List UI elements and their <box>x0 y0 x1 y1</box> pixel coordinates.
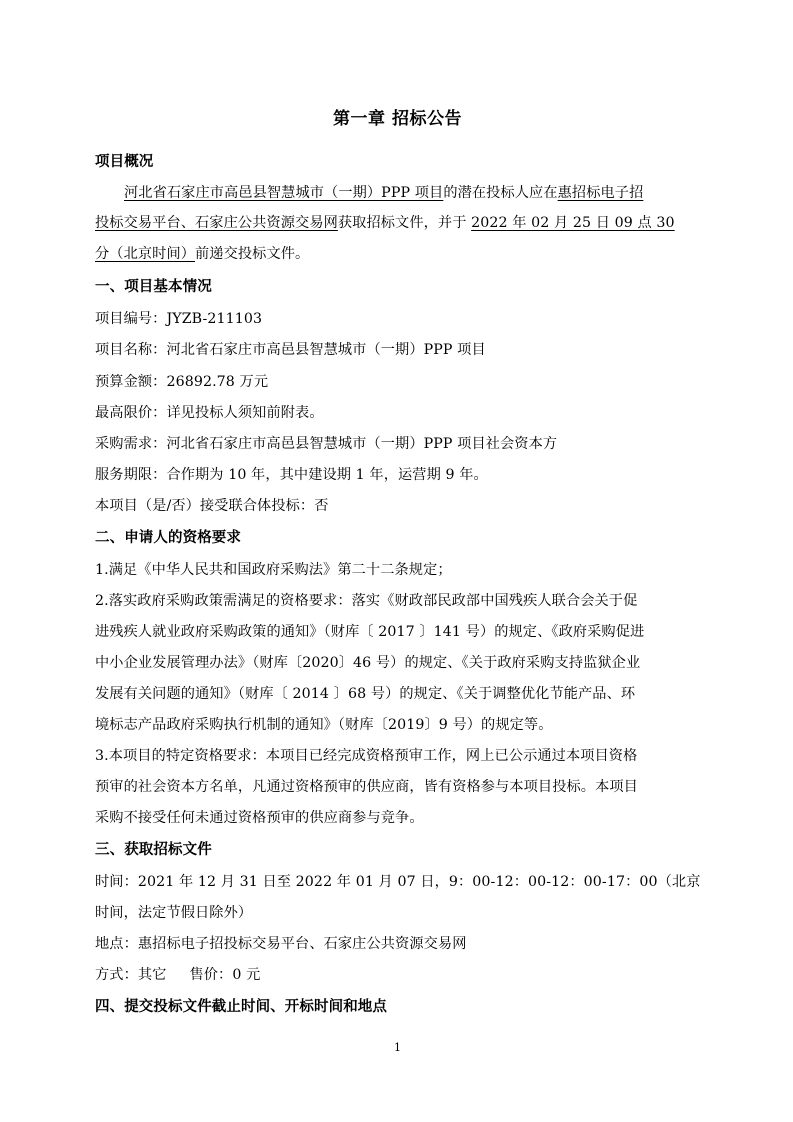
acquisition-time-line-2: 时间，法定节假日除外） <box>95 905 253 921</box>
project-name-underlined: 河北省石家庄市高邑县智慧城市（一期）PPP 项目 <box>124 185 444 201</box>
overview-line-1 <box>95 183 700 203</box>
acquisition-place: 地点：惠招标电子招投标交易平台、石家庄公共资源交易网 <box>95 936 467 952</box>
procurement-demand: 采购需求：河北省石家庄市高邑县智慧城市（一期）PPP 项目社会资本方 <box>95 436 558 452</box>
requirement-1: 1.满足《中华人民共和国政府采购法》第二十二条规定； <box>95 562 452 578</box>
requirement-3-line-1: 3.本项目的特定资格要求：本项目已经完成资格预审工作，网上已公示通过本项目资格 <box>95 748 638 764</box>
page-number: 1 <box>394 1041 401 1054</box>
max-price: 最高限价：详见投标人须知前附表。 <box>95 405 324 421</box>
requirement-2-line-5: 境标志产品政府采购执行机制的通知》（财库〔2019〕9 号）的规定等。 <box>95 717 553 733</box>
section3-heading: 三、获取招标文件 <box>95 842 212 858</box>
project-number: 项目编号：JYZB-211103 <box>95 311 263 327</box>
platform-underlined: 惠招标电子招 <box>557 185 644 201</box>
requirement-3-line-3: 采购不接受任何未通过资格预审的供应商参与竞争。 <box>95 810 424 826</box>
requirement-2-line-4: 发展有关问题的通知》（财库〔 2014 〕68 号）的规定、《关于调整优化节能产品、环 <box>95 686 636 702</box>
acquisition-time-line-1: 时间：2021 年 12 月 31 日至 2022 年 01 月 07 日，9：00-12：00-12：00-17：00（北京 <box>95 874 701 890</box>
deadline-underlined-cont: 分（北京时间） <box>95 246 196 262</box>
overview-heading: 项目概况 <box>95 154 154 170</box>
platform-underlined-cont: 投标交易平台、石家庄公共资源交易网 <box>95 215 338 231</box>
section2-heading: 二、申请人的资格要求 <box>95 530 241 546</box>
overview-text: 前递交投标文件。 <box>195 246 310 262</box>
overview-line-2 <box>95 213 700 233</box>
requirement-2-line-1: 2.落实政府采购政策需满足的资格要求：落实《财政部民政部中国残疾人联合会关于促 <box>95 593 638 609</box>
requirement-2-line-3: 中小企业发展管理办法》（财库〔2020〕46 号）的规定、《关于政府采购支持监狱企业 <box>95 655 641 671</box>
section4-heading: 四、提交投标文件截止时间、开标时间和地点 <box>95 999 387 1015</box>
overview-line-3 <box>95 244 700 264</box>
deadline-underlined: 2022 年 02 月 25 日 09 点 30 <box>471 215 675 231</box>
overview-text: 获取招标文件，并于 <box>337 215 472 231</box>
project-name: 项目名称：河北省石家庄市高邑县智慧城市（一期）PPP 项目 <box>95 342 486 358</box>
budget-amount: 预算金额：26892.78 万元 <box>95 374 269 390</box>
requirement-2-line-2: 进残疾人就业政府采购政策的通知》（财库〔 2017 〕141 号）的规定、《政府采购促进 <box>95 624 645 640</box>
service-period: 服务期限：合作期为 10 年，其中建设期 1 年，运营期 9 年。 <box>95 467 488 483</box>
acquisition-method: 方式：其它 售价：0 元 <box>95 967 261 983</box>
consortium-note: 本项目（是/否）接受联合体投标：否 <box>95 498 329 514</box>
overview-text: 的潜在投标人应在 <box>443 185 558 201</box>
section1-heading: 一、项目基本情况 <box>95 279 212 295</box>
requirement-3-line-2: 预审的社会资本方名单，凡通过资格预审的供应商，皆有资格参与本项目投标。本项目 <box>95 779 638 795</box>
chapter-title: 第一章 招标公告 <box>333 109 462 129</box>
